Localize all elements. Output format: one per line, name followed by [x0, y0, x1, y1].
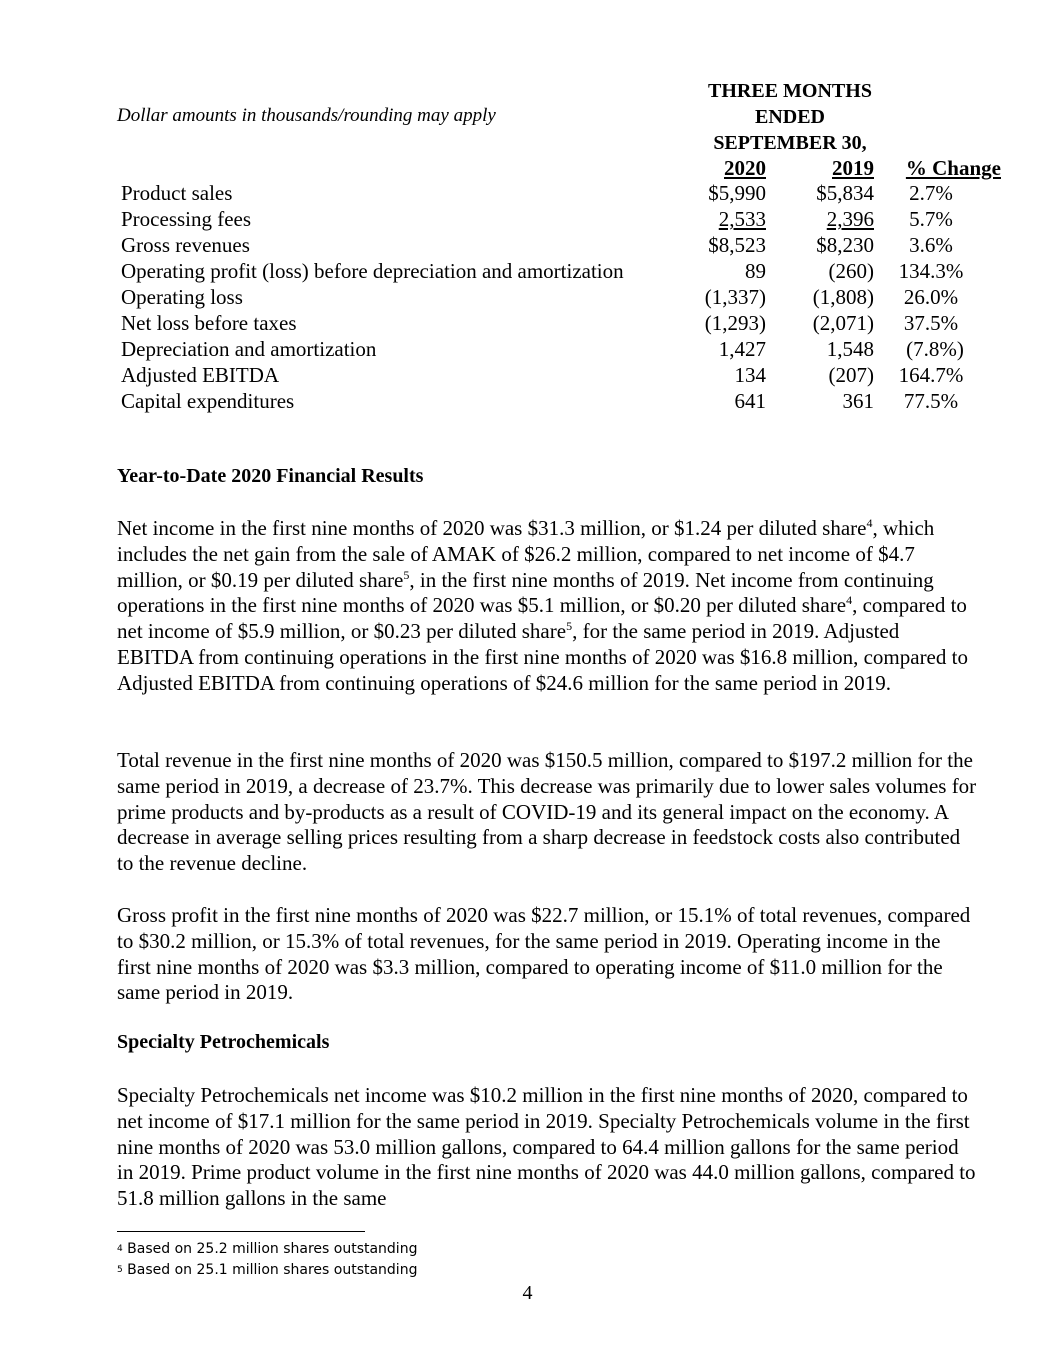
row-label: Processing fees — [121, 207, 252, 231]
row-label: Product sales — [121, 181, 233, 205]
row-label: Operating profit (loss) before depreciation and amortization — [121, 259, 624, 283]
specialty-heading: Specialty Petrochemicals — [117, 1031, 330, 1053]
percent-change: 134.3% — [898, 259, 964, 283]
period-header — [690, 78, 890, 156]
value-2019: (207) — [828, 363, 874, 387]
row-label: Capital expenditures — [121, 389, 295, 413]
column-header-change: % Change — [905, 156, 1001, 180]
period-header-line-3: SEPTEMBER 30, — [713, 132, 867, 154]
percent-change: 5.7% — [909, 207, 953, 231]
value-2020: (1,293) — [704, 311, 766, 335]
table-row — [0, 284, 1055, 310]
value-2019: 2,396 — [826, 207, 874, 231]
period-header-line-1: THREE MONTHS — [708, 80, 872, 102]
text-run: Net income in the first nine months of 2020 was $31.3 million, or $1.24 per diluted share — [117, 516, 867, 540]
percent-change: 26.0% — [903, 285, 959, 309]
ytd-paragraph-1 — [117, 516, 977, 697]
value-2020: $5,990 — [708, 181, 766, 205]
footnote-text: Based on 25.2 million shares outstanding — [122, 1241, 418, 1257]
footnote-text: Based on 25.1 million shares outstanding — [122, 1262, 418, 1278]
value-2019: (260) — [828, 259, 874, 283]
row-label: Adjusted EBITDA — [121, 363, 280, 387]
percent-change: 37.5% — [903, 311, 959, 335]
value-2019: 361 — [842, 389, 874, 413]
text-run: , which includes the net gain from the sale of AMAK of $26.2 million, compared to net income of $4.7 million, or $0.19 per diluted share — [117, 516, 935, 592]
footnote-5 — [117, 1261, 417, 1279]
table-row — [0, 362, 1055, 388]
table-row — [0, 180, 1055, 206]
value-2020: 1,427 — [718, 337, 766, 361]
table-row — [0, 258, 1055, 284]
footnote-ref: 4 — [846, 593, 853, 608]
value-2020: 134 — [734, 363, 766, 387]
page-number: 4 — [522, 1282, 533, 1304]
text-run: , compared to net income of $5.9 million, or $0.23 per diluted share — [117, 593, 967, 644]
table-row — [0, 388, 1055, 414]
table-row — [0, 310, 1055, 336]
table-row — [0, 206, 1055, 232]
footnote-4 — [117, 1240, 417, 1258]
percent-change: 164.7% — [898, 363, 964, 387]
value-2020: 641 — [734, 389, 766, 413]
text-run: , in the first nine months of 2019. Net income from continuing operations in the first nine months of 2020 was $5.1 million, or $0.20 per diluted share — [117, 567, 934, 618]
value-2020: 89 — [745, 259, 766, 283]
footnote-ref: 4 — [866, 516, 873, 530]
column-header-2019: 2019 — [832, 156, 874, 180]
table-row — [0, 232, 1055, 258]
value-2019: $8,230 — [816, 233, 874, 257]
column-header-2020: 2020 — [724, 156, 766, 180]
table-row — [0, 336, 1055, 362]
value-2019: $5,834 — [816, 181, 874, 205]
percent-change: (7.8%) — [906, 337, 964, 361]
value-2019: 1,548 — [826, 337, 874, 361]
value-2019: (2,071) — [812, 311, 874, 335]
percent-change: 3.6% — [909, 233, 953, 257]
footnote-ref: 5 — [403, 567, 410, 582]
ytd-heading: Year-to-Date 2020 Financial Results — [117, 465, 424, 487]
specialty-paragraph-1: Specialty Petrochemicals net income was $10.2 million in the first nine months of 2020, compared to net income of $17.1 million for the same period in 2019. Specialty Petrochemicals volume in the first nine months of 2020 was 53.0 million gallons, compared to 64.4 million gallons for the same period in 2019. Prime product volume in the first nine months of 2020 was 44.0 million gallons, compared to 51.8 million gallons in the same — [117, 1083, 976, 1211]
period-header-line-2: ENDED — [754, 106, 825, 128]
footnote-mark: 4 — [117, 1244, 123, 1254]
text-run: , for the same period in 2019. Adjusted EBITDA from continuing operations in the first nine months of 2020 was $16.8 million, compared to Adjusted EBITDA from continuing operations of $24.6 million for the same period in 2019. — [117, 619, 968, 695]
row-label: Operating loss — [121, 285, 243, 309]
footnote-mark: 5 — [117, 1265, 123, 1275]
footnote-ref: 5 — [566, 619, 573, 634]
row-label: Depreciation and amortization — [121, 337, 377, 361]
row-label: Gross revenues — [121, 233, 250, 257]
value-2020: $8,523 — [708, 233, 766, 257]
value-2020: 2,533 — [718, 207, 766, 231]
ytd-paragraph-2: Total revenue in the first nine months of 2020 was $150.5 million, compared to $197.2 million for the same period in 2019, a decrease of 23.7%. This decrease was primarily due to lower sales volumes for prime products and by-products as a result of COVID-19 and its general impact on the economy. A decrease in average selling prices resulting from a sharp decrease in feedstock costs also contributed to the revenue decline. — [117, 748, 977, 876]
row-label: Net loss before taxes — [121, 311, 297, 335]
ytd-paragraph-3: Gross profit in the first nine months of 2020 was $22.7 million, or 15.1% of total revenues, compared to $30.2 million, or 15.3% of total revenues, for the same period in 2019. Operating income in the first nine months of 2020 was $3.3 million, compared to operating income of $11.0 million for the same period in 2019. — [117, 903, 971, 1005]
table-note: Dollar amounts in thousands/rounding may apply — [117, 105, 496, 126]
percent-change: 77.5% — [903, 389, 959, 413]
percent-change: 2.7% — [909, 181, 953, 205]
value-2020: (1,337) — [704, 285, 766, 309]
value-2019: (1,808) — [812, 285, 874, 309]
footnote-divider — [117, 1231, 365, 1232]
